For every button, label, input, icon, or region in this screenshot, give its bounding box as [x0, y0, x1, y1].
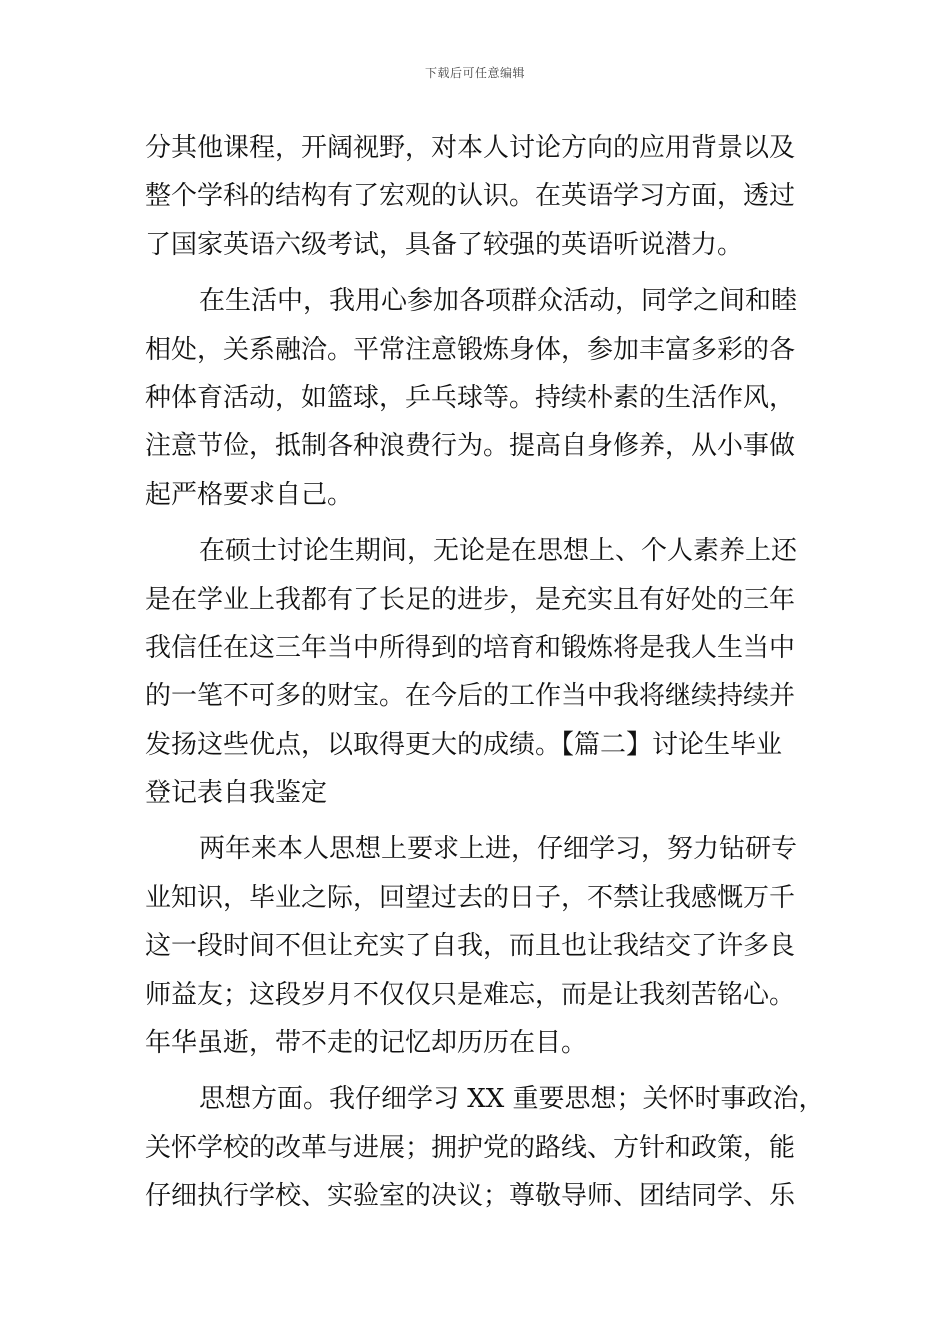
text-line: 师益友；这段岁月不仅仅只是难忘，而是让我刻苦铭心。	[145, 979, 796, 1010]
text-line: 是在学业上我都有了长足的进步，是充实且有好处的三年	[145, 584, 796, 615]
text-line: 我信任在这三年当中所得到的培育和锻炼将是我人生当中	[145, 632, 796, 663]
document-body	[145, 124, 825, 1221]
text-line: 的一笔不可多的财宝。在今后的工作当中我将继续持续并	[145, 681, 796, 712]
text-line: 发扬这些优点，以取得更大的成绩。【篇二】讨论生毕业	[145, 729, 783, 760]
text-line: 整个学科的结构有了宏观的认识。在英语学习方面，透过	[145, 181, 796, 212]
text-line: 在硕士讨论生期间，无论是在思想上、个人素养上还	[199, 536, 798, 567]
text-line: 业知识，毕业之际，回望过去的日子，不禁让我感慨万千	[145, 882, 796, 913]
paragraph	[145, 825, 807, 1067]
text-line: 两年来本人思想上要求上进，仔细学习，努力钻研专	[199, 834, 798, 865]
text-line: 登记表自我鉴定	[145, 778, 328, 809]
page-header: 下载后可任意编辑	[424, 66, 525, 80]
text-line: 仔细执行学校、实验室的决议；尊敬导师、团结同学、乐	[145, 1181, 796, 1212]
text-line: 分其他课程，开阔视野，对本人讨论方向的应用背景以及	[145, 133, 796, 163]
text-line: 相处，关系融洽。平常注意锻炼身体，参加丰富多彩的各	[145, 334, 796, 365]
text-line: 这一段时间不但让充实了自我，而且也让我结交了许多良	[145, 931, 796, 962]
paragraph	[145, 124, 807, 269]
paragraph	[145, 1075, 825, 1220]
text-line: 起严格要求自己。	[145, 479, 354, 510]
text-line: 种体育活动，如篮球，乒乓球等。持续朴素的生活作风，	[145, 382, 796, 413]
text-line: 注意节俭，抵制各种浪费行为。提高自身修养，从小事做	[145, 431, 796, 462]
text-line: 了国家英语六级考试，具备了较强的英语听说潜力。	[145, 229, 744, 260]
text-line: 关怀学校的改革与进展；拥护党的路线、方针和政策，能	[145, 1132, 796, 1163]
text-line: 思想方面。我仔细学习 XX 重要思想；关怀时事政治，	[199, 1084, 825, 1115]
text-line: 在生活中，我用心参加各项群众活动，同学之间和睦	[199, 286, 798, 317]
paragraph	[145, 277, 807, 519]
paragraph	[145, 527, 807, 817]
text-line: 年华虽逝，带不走的记忆却历历在目。	[145, 1028, 588, 1059]
